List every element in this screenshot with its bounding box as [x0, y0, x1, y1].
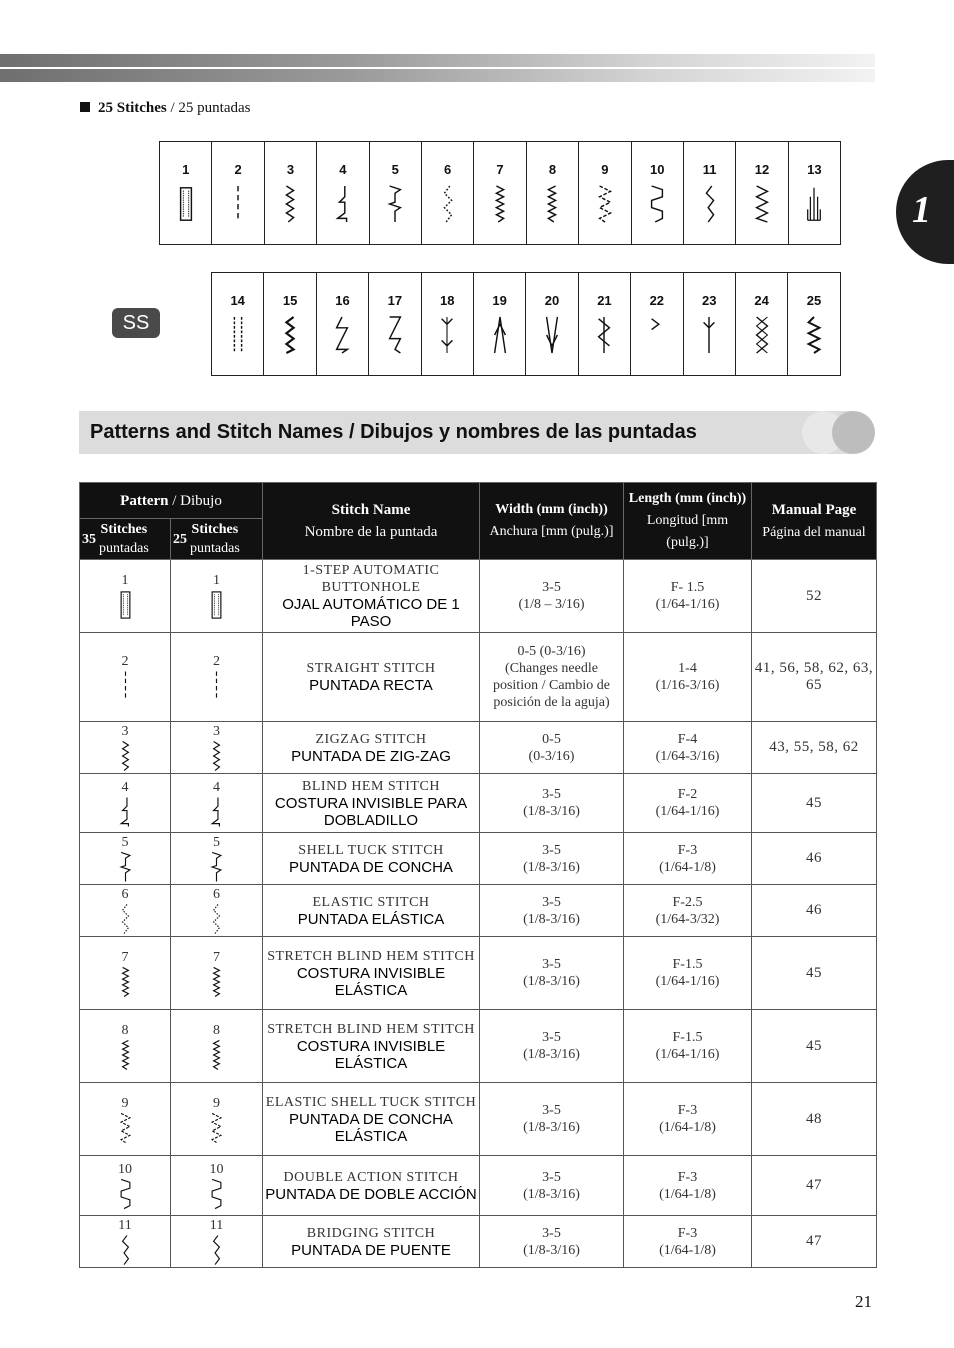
length-cell	[624, 833, 752, 885]
pattern-35-cell	[80, 1083, 171, 1156]
stitch-cell	[788, 273, 839, 375]
header-length: Length (mm (inch)) Longitud [mm (pulg.)]	[624, 483, 752, 560]
width-inch: (1/8-3/16)	[523, 1120, 580, 1135]
pattern-25-cell	[171, 1156, 263, 1216]
stitch-cell	[579, 273, 631, 375]
length-inch: (1/64-1/16)	[655, 974, 720, 989]
pattern-number: 6	[121, 887, 129, 902]
pattern-35-cell	[80, 1216, 171, 1268]
length-inch: (1/64-3/32)	[655, 911, 720, 927]
pattern-35-cell	[80, 885, 171, 937]
stitch-name-es: PUNTADA DE PUENTE	[291, 1241, 451, 1259]
width-inch: (Changes needle position / Cambio de posición de la aguja)	[492, 661, 611, 710]
section-heading	[80, 100, 251, 117]
stitch-pattern-icon	[209, 1178, 224, 1210]
stitch-number: 20	[544, 293, 560, 308]
table-row	[80, 833, 877, 885]
manual-page-value: 45	[806, 1037, 822, 1054]
stitch-cell	[317, 142, 369, 244]
pattern-25-cell	[171, 633, 263, 722]
stitch-pattern-icon	[595, 315, 613, 355]
stitch-name-en: STRETCH BLIND HEM STITCH	[267, 1021, 475, 1037]
manual-page-cell	[752, 885, 877, 937]
table-row	[80, 1083, 877, 1156]
stitch-pattern-icon	[753, 315, 771, 355]
stitch-pattern-icon	[177, 184, 195, 224]
length-value: F-3	[677, 842, 698, 858]
stitch-pattern-icon	[118, 851, 133, 883]
length-value: F-1.5	[672, 1030, 703, 1045]
stitch-name-en: SHELL TUCK STITCH	[298, 842, 444, 858]
stitch-name-es: PUNTADA DE ZIG-ZAG	[291, 747, 451, 765]
length-cell	[624, 885, 752, 937]
square-bullet-icon	[80, 102, 90, 112]
stitch-name-cell	[263, 722, 480, 774]
banner-title: Patterns and Stitch Names / Dibujos y nombres de las puntadas	[90, 421, 697, 443]
chapter-number: 1	[912, 189, 931, 231]
stitch-cell	[527, 142, 579, 244]
stitch-name-cell	[263, 833, 480, 885]
stitch-cell	[684, 142, 736, 244]
stitch-name-en: BRIDGING STITCH	[306, 1225, 436, 1241]
section-heading-rest: / 25 puntadas	[166, 100, 251, 116]
length-inch: (1/64-1/8)	[659, 1186, 716, 1202]
stitch-name-cell	[263, 1083, 480, 1156]
stitch-name-cell	[263, 774, 480, 833]
stitch-pattern-icon	[118, 966, 133, 998]
section-banner	[79, 411, 875, 454]
stitch-pattern-icon	[281, 184, 299, 224]
stitch-number: 8	[548, 162, 557, 177]
stitch-pattern-icon	[229, 184, 247, 224]
pattern-25-cell	[171, 937, 263, 1010]
manual-page-value: 52	[806, 587, 822, 604]
header-width: Width (mm (inch)) Anchura [mm (pulg.)]	[480, 483, 624, 560]
length-value: F- 1.5	[670, 580, 705, 595]
pattern-number: 2	[121, 653, 129, 669]
stitch-name-es: OJAL AUTOMÁTICO DE 1 PASO	[282, 596, 460, 630]
stitch-pattern-icon	[229, 315, 247, 355]
length-inch: (1/64-1/8)	[659, 859, 716, 875]
stitch-number: 23	[701, 293, 717, 308]
width-value: 3-5	[542, 894, 561, 910]
manual-page-value: 45	[806, 964, 822, 981]
manual-page-value: 46	[806, 902, 822, 918]
stitch-cell	[370, 142, 422, 244]
width-value: 0-5 (0-3/16)	[517, 644, 586, 659]
stitch-pattern-icon	[209, 1234, 224, 1266]
stitch-pattern-icon	[700, 315, 718, 355]
width-value: 3-5	[542, 1169, 561, 1185]
width-value: 3-5	[542, 842, 561, 858]
stitch-pattern-icon	[805, 184, 823, 224]
page-number: 21	[855, 1292, 872, 1311]
length-inch: (1/64-1/8)	[659, 1242, 716, 1258]
stitch-cell	[789, 142, 840, 244]
stitch-cell	[264, 273, 316, 375]
stitch-pattern-icon	[281, 315, 299, 355]
length-inch: (1/64-1/16)	[655, 597, 720, 612]
stitch-pattern-icon	[209, 903, 224, 935]
width-value: 3-5	[542, 580, 561, 595]
pattern-number: 8	[121, 1022, 129, 1038]
manual-page-value: 46	[806, 850, 822, 866]
stitch-number: 7	[496, 162, 504, 177]
width-cell	[480, 560, 624, 633]
stitch-number: 1	[182, 162, 190, 177]
stitch-number: 18	[440, 293, 455, 308]
stitch-cell	[736, 142, 788, 244]
stitch-number: 9	[601, 162, 609, 177]
stitch-number: 3	[286, 162, 295, 177]
width-cell	[480, 1010, 624, 1083]
stitch-cell	[632, 142, 684, 244]
stitch-number: 6	[444, 162, 452, 177]
stitch-pattern-icon	[209, 796, 224, 828]
stitch-cell	[474, 273, 526, 375]
stitch-pattern-icon	[209, 1112, 224, 1144]
length-value: 1-4	[678, 661, 697, 676]
stitch-name-es: PUNTADA DE CONCHA	[289, 858, 453, 876]
stitch-pattern-icon	[333, 315, 351, 355]
width-cell	[480, 885, 624, 937]
length-inch: (1/16-3/16)	[655, 678, 720, 693]
stitch-number: 4	[339, 162, 347, 177]
stitch-pattern-icon	[118, 796, 133, 828]
width-inch: (1/8-3/16)	[523, 911, 580, 927]
table-row	[80, 937, 877, 1010]
pattern-number: 2	[213, 653, 220, 669]
width-cell	[480, 833, 624, 885]
width-cell	[480, 937, 624, 1010]
manual-page-cell	[752, 937, 877, 1010]
stitch-name-es: PUNTADA DE DOBLE ACCIÓN	[265, 1185, 477, 1203]
manual-page-value: 47	[806, 1233, 822, 1249]
stitch-pattern-icon	[209, 966, 224, 998]
stitch-cell	[422, 273, 474, 375]
stitch-name-en: DOUBLE ACTION STITCH	[283, 1169, 459, 1185]
banner-decoration	[832, 411, 875, 454]
stitch-pattern-icon	[648, 184, 666, 224]
section-heading-bold: 25 Stitches	[98, 100, 167, 116]
manual-page-cell	[752, 1010, 877, 1083]
stitch-name-es: COSTURA INVISIBLE ELÁSTICA	[296, 964, 446, 999]
header-25-stitches: 25 Stitches puntadas	[171, 519, 263, 560]
header-gradient-bar	[0, 54, 875, 82]
stitch-cell	[631, 273, 683, 375]
stitch-number: 12	[754, 162, 770, 177]
table-row	[80, 774, 877, 833]
stitch-number: 25	[806, 293, 822, 308]
width-cell	[480, 722, 624, 774]
pattern-35-cell	[80, 560, 171, 633]
pattern-number: 7	[121, 949, 129, 965]
manual-page-cell	[752, 833, 877, 885]
manual-page-value: 43, 55, 58, 62	[769, 739, 859, 755]
stitch-pattern-icon	[118, 670, 133, 702]
stitch-name-cell	[263, 885, 480, 937]
table-row	[80, 1216, 877, 1268]
table-row	[80, 1156, 877, 1216]
stitch-name-cell	[263, 1156, 480, 1216]
length-value: F-3	[677, 1103, 698, 1118]
stitch-pattern-icon	[491, 184, 509, 224]
pattern-35-cell	[80, 833, 171, 885]
length-value: F-2	[677, 787, 698, 802]
stitch-cell	[212, 142, 264, 244]
stitch-name-en: STRETCH BLIND HEM STITCH	[267, 948, 475, 964]
width-inch: (1/8 – 3/16)	[518, 597, 585, 612]
stitch-name-en: ZIGZAG STITCH	[315, 731, 427, 747]
pattern-number: 3	[213, 724, 220, 739]
stitch-pattern-icon	[543, 184, 561, 224]
stitch-name-es: COSTURA INVISIBLE PARA DOBLADILLO	[274, 794, 468, 829]
stitch-name-en: 1-STEP AUTOMATIC BUTTONHOLE	[302, 563, 440, 595]
pattern-35-cell	[80, 1156, 171, 1216]
length-cell	[624, 560, 752, 633]
stitch-cell	[474, 142, 526, 244]
stitch-name-en: STRAIGHT STITCH	[306, 661, 436, 676]
pattern-number: 4	[213, 779, 220, 795]
pattern-number: 10	[209, 1162, 224, 1177]
stitch-number: 5	[391, 162, 399, 177]
width-value: 3-5	[542, 1103, 561, 1118]
length-inch: (1/64-3/16)	[655, 748, 720, 764]
pattern-number: 9	[121, 1095, 129, 1111]
stitch-number: 13	[807, 162, 822, 177]
length-value: F-3	[677, 1225, 698, 1241]
stitch-name-en: ELASTIC SHELL TUCK STITCH	[265, 1094, 477, 1110]
width-cell	[480, 1216, 624, 1268]
pattern-number: 1	[213, 572, 220, 588]
stitch-number: 14	[230, 293, 245, 308]
manual-page-value: 45	[806, 794, 822, 811]
length-cell	[624, 633, 752, 722]
stitch-pattern-icon	[118, 1178, 133, 1210]
stitch-pattern-icon	[118, 1039, 133, 1071]
stitch-pattern-icon	[209, 851, 224, 883]
stitch-pattern-icon	[648, 315, 666, 355]
stitch-name-cell	[263, 1216, 480, 1268]
table-row	[80, 633, 877, 722]
pattern-number: 3	[121, 724, 129, 739]
width-value: 3-5	[542, 787, 561, 802]
stitch-pattern-icon	[209, 589, 224, 621]
stitch-name-es: COSTURA INVISIBLE ELÁSTICA	[296, 1037, 446, 1072]
pattern-number: 9	[213, 1095, 220, 1111]
manual-page-cell	[752, 1083, 877, 1156]
stitch-pattern-icon	[118, 1234, 133, 1266]
stitch-cell	[579, 142, 631, 244]
stitch-name-cell	[263, 633, 480, 722]
stitch-name-en: ELASTIC STITCH	[312, 894, 430, 910]
stitch-pattern-icon	[209, 1039, 224, 1071]
stitch-pattern-icon	[209, 740, 224, 772]
stitch-name-es: PUNTADA DE CONCHA ELÁSTICA	[289, 1110, 453, 1145]
stitch-number: 15	[282, 293, 298, 308]
pattern-number: 7	[213, 949, 220, 965]
stitch-cell	[526, 273, 578, 375]
table-row	[80, 885, 877, 937]
stitch-pattern-icon	[118, 903, 133, 935]
table-row	[80, 722, 877, 774]
stitch-pattern-icon	[118, 1112, 133, 1144]
manual-page-value: 47	[806, 1177, 822, 1193]
length-cell	[624, 1156, 752, 1216]
pattern-25-cell	[171, 774, 263, 833]
length-value: F-2.5	[672, 894, 703, 910]
stitch-pattern-icon	[334, 184, 352, 224]
pattern-number: 11	[209, 1218, 224, 1233]
width-cell	[480, 774, 624, 833]
length-cell	[624, 937, 752, 1010]
stitch-cell	[736, 273, 788, 375]
stitch-name-cell	[263, 560, 480, 633]
stitch-number: 11	[702, 162, 717, 177]
stitch-pattern-icon	[438, 315, 456, 355]
length-cell	[624, 1216, 752, 1268]
manual-page-cell	[752, 560, 877, 633]
stitch-cell	[422, 142, 474, 244]
pattern-number: 8	[213, 1022, 220, 1038]
length-value: F-4	[677, 731, 698, 747]
width-inch: (1/8-3/16)	[523, 1242, 580, 1258]
manual-page-cell	[752, 633, 877, 722]
stitch-pattern-icon	[491, 315, 509, 355]
stitch-pattern-icon	[209, 670, 224, 702]
stitch-number: 2	[234, 162, 242, 177]
length-cell	[624, 1010, 752, 1083]
pattern-35-cell	[80, 722, 171, 774]
stitch-pattern-icon	[701, 184, 719, 224]
pattern-25-cell	[171, 560, 263, 633]
length-inch: (1/64-1/16)	[655, 804, 720, 819]
width-inch: (1/8-3/16)	[523, 1047, 580, 1062]
length-inch: (1/64-1/8)	[659, 1120, 716, 1135]
pattern-25-cell	[171, 885, 263, 937]
stitch-table	[79, 482, 877, 1268]
pattern-number: 11	[118, 1218, 132, 1233]
stitch-cell	[317, 273, 369, 375]
width-value: 3-5	[542, 1030, 561, 1045]
stitch-number: 19	[492, 293, 507, 308]
stitch-pattern-icon	[805, 315, 823, 355]
manual-page-value: 41, 56, 58, 62, 63, 65	[754, 660, 874, 693]
stitch-number: 21	[597, 293, 612, 308]
manual-page-value: 48	[806, 1110, 822, 1127]
width-cell	[480, 1156, 624, 1216]
length-inch: (1/64-1/16)	[655, 1047, 720, 1062]
stitch-name-cell	[263, 937, 480, 1010]
stitch-name-en: BLIND HEM STITCH	[302, 778, 440, 794]
stitch-grid-row-2	[211, 272, 841, 376]
width-cell	[480, 633, 624, 722]
manual-page-cell	[752, 722, 877, 774]
length-cell	[624, 1083, 752, 1156]
manual-page-cell	[752, 1156, 877, 1216]
stitch-grid-row-1	[159, 141, 841, 245]
pattern-35-cell	[80, 937, 171, 1010]
pattern-number: 6	[213, 887, 220, 902]
header-pattern: Pattern / Dibujo	[80, 483, 263, 519]
stitch-number: 10	[649, 162, 665, 177]
stitch-pattern-icon	[118, 740, 133, 772]
stitch-pattern-icon	[439, 184, 457, 224]
pattern-25-cell	[171, 1010, 263, 1083]
width-inch: (1/8-3/16)	[523, 859, 580, 875]
length-value: F-1.5	[672, 957, 703, 972]
manual-page-cell	[752, 774, 877, 833]
width-inch: (1/8-3/16)	[523, 1186, 580, 1202]
pattern-35-cell	[80, 1010, 171, 1083]
width-value: 0-5	[542, 731, 561, 747]
header-35-stitches: 35 Stitches puntadas	[80, 519, 171, 560]
table-row	[80, 1010, 877, 1083]
stitch-pattern-icon	[386, 315, 404, 355]
header-stitch-name: Stitch Name Nombre de la puntada	[263, 483, 480, 560]
pattern-25-cell	[171, 722, 263, 774]
width-inch: (0-3/16)	[528, 748, 575, 764]
length-cell	[624, 774, 752, 833]
pattern-35-cell	[80, 633, 171, 722]
stitch-cell	[160, 142, 212, 244]
stitch-number: 24	[754, 293, 769, 308]
stitch-name-es: PUNTADA RECTA	[309, 677, 433, 694]
stitch-pattern-icon	[596, 184, 614, 224]
table-row	[80, 560, 877, 633]
header-manual-page: Manual Page Página del manual	[752, 483, 877, 560]
stitch-name-cell	[263, 1010, 480, 1083]
pattern-number: 5	[121, 835, 129, 850]
pattern-number: 10	[118, 1162, 132, 1177]
pattern-number: 4	[121, 779, 129, 795]
ss-badge: SS	[112, 308, 160, 338]
width-inch: (1/8-3/16)	[523, 974, 580, 989]
stitch-pattern-icon	[118, 589, 133, 621]
stitch-pattern-icon	[753, 184, 771, 224]
width-cell	[480, 1083, 624, 1156]
stitch-cell	[265, 142, 317, 244]
stitch-number: 17	[387, 293, 403, 308]
stitch-number: 22	[649, 293, 665, 308]
manual-page-cell	[752, 1216, 877, 1268]
stitch-cell	[212, 273, 264, 375]
width-value: 3-5	[542, 957, 561, 972]
pattern-number: 5	[213, 835, 220, 850]
length-value: F-3	[677, 1169, 698, 1185]
length-cell	[624, 722, 752, 774]
pattern-35-cell	[80, 774, 171, 833]
stitch-pattern-icon	[386, 184, 404, 224]
stitch-name-es: PUNTADA ELÁSTICA	[297, 910, 445, 928]
stitch-cell	[684, 273, 736, 375]
stitch-pattern-icon	[543, 315, 561, 355]
pattern-25-cell	[171, 833, 263, 885]
pattern-number: 1	[121, 572, 129, 588]
width-value: 3-5	[542, 1225, 561, 1241]
pattern-25-cell	[171, 1216, 263, 1268]
stitch-number: 16	[335, 293, 350, 308]
pattern-25-cell	[171, 1083, 263, 1156]
stitch-cell	[369, 273, 421, 375]
width-inch: (1/8-3/16)	[523, 804, 580, 819]
